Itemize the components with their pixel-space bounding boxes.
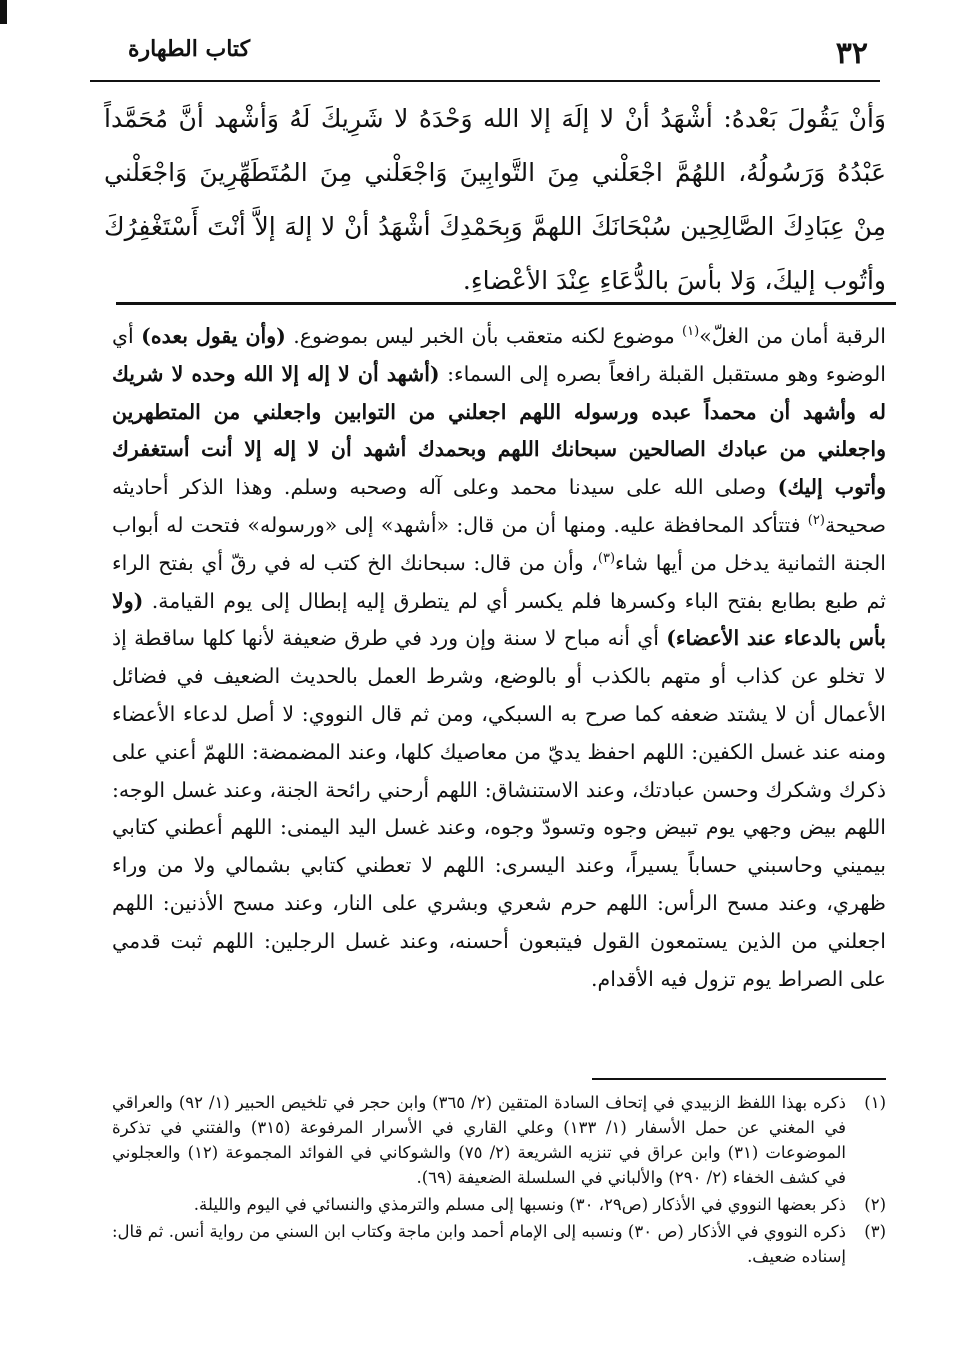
commentary-span: موضوع لكنه متعقب بأن الخبر ليس بموضوع. — [285, 324, 683, 348]
commentary-span: أي أنه مباح لا سنة وإن ورد في طرق ضعيفة لأنها كلها ساقطة إذ لا تخلو عن كذاب أو متهم بالكذب أو بالوضع، وشرط العمل بالحديث الضعيف في فضائل الأعمال أن لا يشتد ضعفه كما صرح به السبكي، ومن ثم قال النووي: لا أصل لدعاء الأعضاء ومنه عند غسل الكفين: اللهم احفظ يديّ من معاصيك كلها، وعند المضمضة: اللهمّ أعني على ذكرك وشكرك وحسن عبادتك، وعند الاستنشاق: اللهم أرحني رائحة الجنة، وعند غسل الوجه: اللهم بيض وجهي يوم تبيض وجوه وتسودّ وجوه، وعند غسل اليد اليمنى: اللهم أعطني كتابي بيميني وحاسبني حساباً يسيراً، وعند اليسرى: اللهم لا تعطني كتابي بشمالي ولا من وراء ظهري، وعند مسح الرأس: اللهم حرم شعري وبشري على النار، وعند مسح الأذنين: اللهم اجعلني من الذين يستمعون القول فيتبعون أحسنه، وعند غسل الرجلين: اللهم ثبت قدمي على الصراط يوم تزول فيه الأقدام. — [112, 626, 886, 991]
commentary-span: ، وأن من قال: سبحانك الخ كتب له في رقّ أي بفتح الراء ثم طبع بطابع بفتح الباء وكسرها فلم يكسر أي لم يتطرق إليه إبطال إلى يوم القيامة. — [112, 550, 886, 613]
commentary-span: الرقبة أمان من الغلّ» — [699, 324, 886, 348]
footnote-number: (١) — [864, 1093, 886, 1112]
footnote-number: (٣) — [864, 1222, 886, 1241]
footnote-ref-1[interactable]: (١) — [682, 324, 700, 340]
footnote-rule — [592, 1078, 886, 1080]
page-header — [128, 30, 868, 80]
footnotes — [112, 1090, 886, 1271]
commentary-span: أي الوضوء وهو مستقبل القبلة رافعاً بصره إلى السماء: — [112, 324, 886, 386]
scan-corner-mark — [0, 0, 7, 24]
footnote-text: ذكره النووي في الأذكار (ص ٣٠) ونسبه إلى الإمام أحمد وابن ماجة وكتاب ابن السني من رواية أنس. ثم قال: إسناده ضعيف. — [112, 1222, 846, 1266]
commentary-text — [112, 318, 886, 998]
footnote-number: (٢) — [864, 1195, 886, 1214]
header-rule — [90, 80, 880, 82]
matn-text: وَأنْ يَقُولَ بَعْدهُ: أشْهَدُ أنْ لا إلَهَ إلا الله وَحْدَهُ لا شَرِيكَ لَهُ وَأشْهد أنَّ مُحَمَّداً عَبْدُهُ وَرَسُولُهُ، اللهُمَّ اجْعَلْني مِنَ التَّوابِينَ وَاجْعَلْني مِنَ المُتَطَهِّرِينَ وَاجْعَلْني مِنْ عِبَادِكَ الصَّالِحِين سُبْحَانَكَ اللهمَّ وَبِحَمْدِكَ أشْهَدُ أنْ لا إلهَ إلاَّ أنْتَ أَسْتَغْفِرُكَ وأتُوب إليكَ، وَلا بأسَ بالدُّعَاءِ عِنْدَ الأعْضاءِ. — [104, 104, 886, 295]
running-title: كتاب الطهارة — [128, 36, 251, 62]
matn-quote: (ولا بأس بالدعاء عند الأعضاء) — [112, 588, 886, 651]
footnote-3 — [112, 1219, 886, 1269]
footnote-2 — [112, 1192, 886, 1217]
footnote-1 — [112, 1090, 886, 1190]
footnote-ref-3[interactable]: (٣) — [597, 550, 616, 566]
commentary-span: فتتأكد المحافظة عليه. ومنها أن من قال: «أشهد» إلى «ورسوله» فتحت له أبواب الجنة الثمانية يدخل من أيها شاء — [112, 512, 886, 575]
matn-quote: (أشهد أن لا إله إلا الله وحده لا شريك له وأشهد أن محمداً عبده ورسوله اللهم اجعلني من التوابين واجعلني من المتطهرين واجعلني من عبادك الصالحين سبحانك اللهم وبحمدك أشهد أن لا إله إلا أنت أستغفرك وأتوب إليك) — [112, 361, 886, 500]
commentary-span: وصلى الله على سيدنا محمد وعلى آله وصحبه وسلم. وهذا الذكر أحاديثه صحيحة — [112, 475, 886, 537]
footnote-ref-2[interactable]: (٢) — [807, 513, 825, 529]
matn-divider — [116, 302, 896, 305]
footnote-text: ذكر بعضها النووي في الأذكار (ص٢٩، ٣٠) ونسبها إلى مسلم والترمذي والنسائي في اليوم والليلة. — [193, 1195, 846, 1214]
matn-quote: (وأن يقول بعده) — [141, 324, 286, 348]
footnote-text: ذكره بهذا اللفظ الزبيدي في إتحاف السادة المتقين (٢/ ٣٦٥) وابن حجر في تلخيص الحبير (١/ ٩٢) والعراقي في المغني عن حمل الأسفار (١/ ١٣٣) وعلي القاري في الأسرار المرفوعة (٣١٥) والفتني في تذكرة الموضوعات (٣١) وابن عراق في تنزيه الشريعة (٢/ ٧٥) والشوكاني في الفوائد المجموعة (١٢) والعجلوني في كشف الخفاء (٢/ ٢٩٠) والألباني في السلسلة الضعيفة (٦٩). — [112, 1093, 847, 1187]
page-number: ٣٢ — [835, 36, 868, 71]
